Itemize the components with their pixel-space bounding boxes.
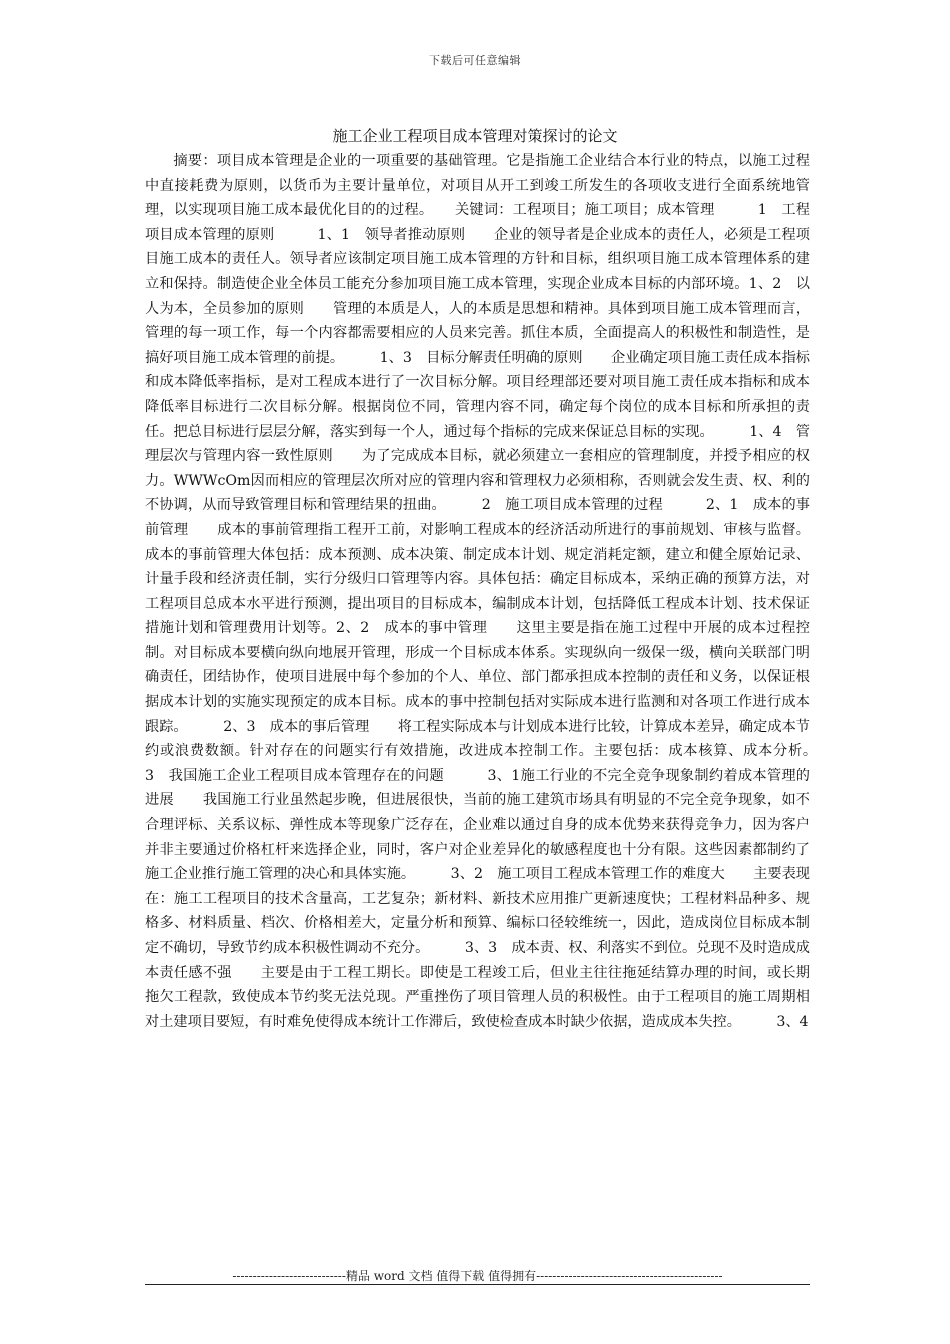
document-body: 摘要：项目成本管理是企业的一项重要的基础管理。它是指施工企业结合本行业的特点，以施工过程中直接耗费为原则，以货币为主要计量单位，对项目从开工到竣工所发生的各项收支进行全面系统地管理，以实现项目施工成本最优化目的的过程。 关键词：工程项目；施工项目；成本管理 1 工程项目成本管理的原则 1、1 领导者推动原则 企业的领导者是企业成本的责任人，必须是工程项目施工成本的责任人。领导者应该制定项目施工成本管理的方针和目标，组织项目施工成本管理体系的建立和保持。制造使企业全体员工能充分参加项目施工成本管理，实现企业成本目标的内部环境。1、2 以人为本，全员参加的原则 管理的本质是人，人的本质是思想和精神。具体到项目施工成本管理而言，管理的每一项工作，每一个内容都需要相应的人员来完善。抓住本质，全面提高人的积极性和制造性，是搞好项目施工成本管理的前提。 1、3 目标分解责任明确的原则 企业确定项目施工责任成本指标和成本降低率指标，是对工程成本进行了一次目标分解。项目经理部还要对项目施工责任成本指标和成本降低率目标进行二次目标分解。根据岗位不同，管理内容不同，确定每个岗位的成本目标和所承担的责任。把总目标进行层层分解，落实到每一个人，通过每个指标的完成来保证总目标的实现。 1、4 管理层次与管理内容一致性原则 为了完成成本目标，就必须建立一套相应的管理制度，并授予相应的权力。WWWcOm因而相应的管理层次所对应的管理内容和管理权力必须相称，否则就会发生责、权、利的不协调，从而导致管理目标和管理结果的扭曲。 2 施工项目成本管理的过程 2、1 成本的事前管理 成本的事前管理指工程开工前，对影响工程成本的经济活动所进行的事前规划、审核与监督。成本的事前管理大体包括：成本预测、成本决策、制定成本计划、规定消耗定额，建立和健全原始记录、计量手段和经济责任制，实行分级归口管理等内容。具体包括：确定目标成本，采纳正确的预算方法，对工程项目总成本水平进行预测，提出项目的目标成本，编制成本计划，包括降低工程成本计划、技术保证措施计划和管理费用计划等。2、2 成本的事中管理 这里主要是指在施工过程中开展的成本过程控制。对目标成本要横向纵向地展开管理，形成一个目标成本体系。实现纵向一级保一级，横向关联部门明确责任，团结协作，使项目进展中每个参加的个人、单位、部门都承担成本控制的责任和义务，以保证根据成本计划的实施实现预定的成本目标。成本的事中控制包括对实际成本进行监测和对各项工作进行成本跟踪。 2、3 成本的事后管理 将工程实际成本与计划成本进行比较，计算成本差异，确定成本节约或浪费数额。针对存在的问题实行有效措施，改进成本控制工作。主要包括：成本核算、成本分析。 3 我国施工企业工程项目成本管理存在的问题 3、1施工行业的不完全竞争现象制约着成本管理的进展 我国施工行业虽然起步晚，但进展很快，当前的施工建筑市场具有明显的不完全竞争现象，如不合理评标、关系议标、弹性成本等现象广泛存在，企业难以通过自身的成本优势来获得竞争力，因为客户并非主要通过价格杠杆来选择企业，同时，客户对企业差异化的敏感程度也十分有限。这些因素都制约了施工企业推行施工管理的决心和具体实施。 3、2 施工项目工程成本管理工作的难度大 主要表现在：施工工程项目的技术含量高，工艺复杂；新材料、新技术应用推广更新速度快；工程材料品种多、规格多、材料质量、档次、价格相差大，定量分析和预算、编标口径较维统一，因此，造成岗位目标成本制定不确切，导致节约成本积极性调动不充分。 3、3 成本责、权、利落实不到位。兑现不及时造成成本责任感不强 主要是由于工程工期长。即使是工程竣工后，但业主往往拖延结算办理的时间，或长期拖欠工程款，致使成本节约奖无法兑现。严重挫伤了项目管理人员的积极性。由于工程项目的施工周期相对土建项目要短，有时难免使得成本统计工作滞后，致使检查成本时缺少依据，造成成本失控。 3、4	[145, 153, 853, 1030]
footer-divider	[145, 1284, 810, 1285]
page-footer: ----------------------------精品 word 文档 值得下载 值得拥有----------------------------------------------	[232, 1269, 723, 1283]
document-title: 施工企业工程项目成本管理对策探讨的论文	[332, 127, 618, 145]
page-header: 下载后可任意编辑	[429, 54, 521, 67]
